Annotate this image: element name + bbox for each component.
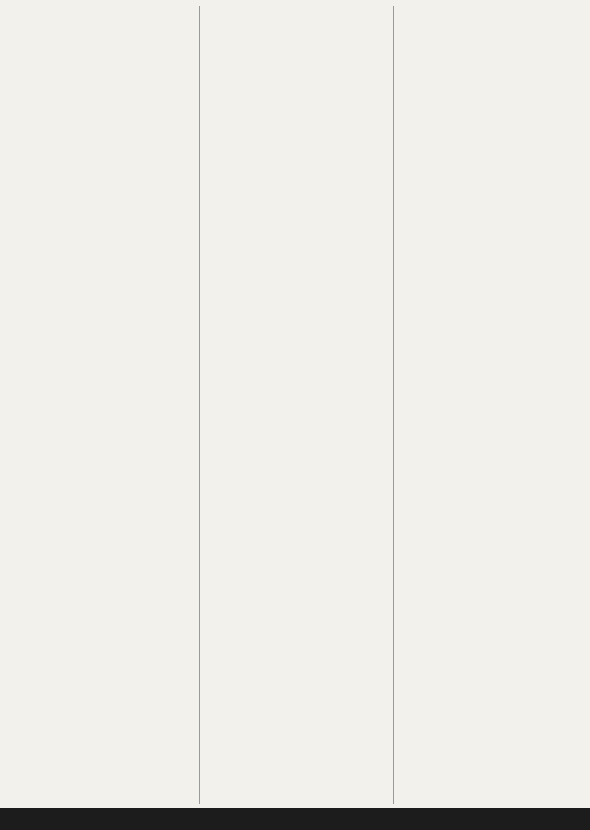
column-left <box>6 6 200 804</box>
column-right <box>394 6 584 804</box>
column-middle <box>200 6 394 804</box>
page-footer <box>0 808 590 830</box>
magazine-page <box>6 6 584 804</box>
